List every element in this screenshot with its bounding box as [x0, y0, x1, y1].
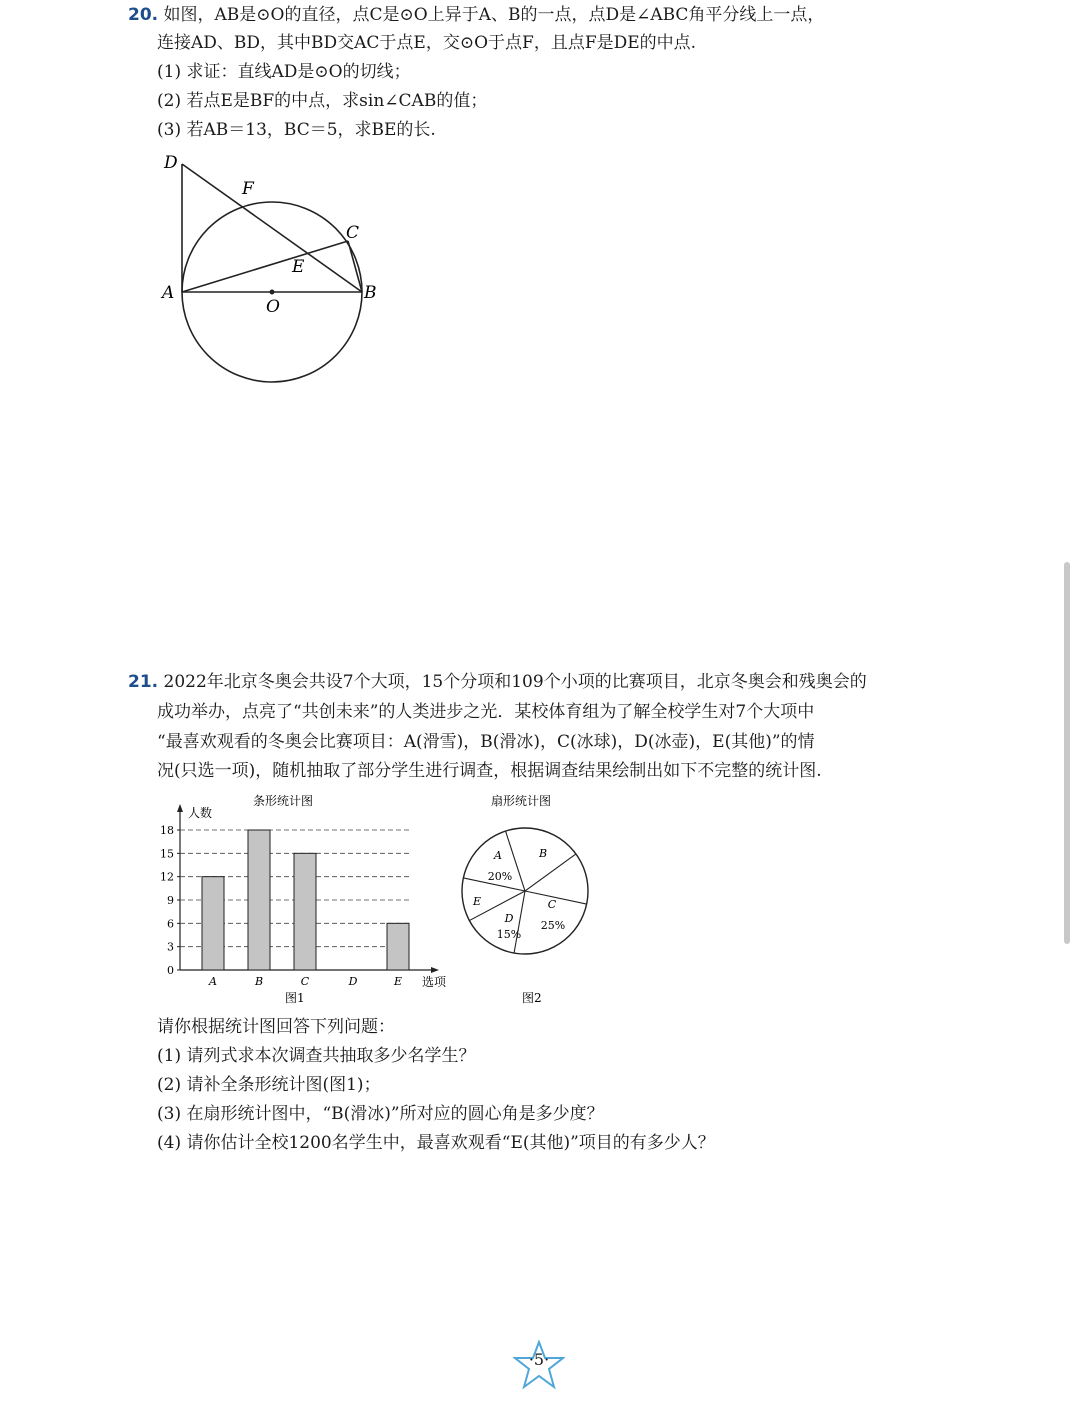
pie-slice-label-e: E — [472, 895, 482, 908]
pie-chart-title: 扇形统计图 — [491, 794, 552, 808]
bar-chart-xlabel: 选项 — [422, 975, 447, 989]
pie-chart — [455, 788, 605, 1013]
q21-stem-line4: 况(只选一项)，随机抽取了部分学生进行调查，根据调查结果绘制出如下不完整的统计图. — [157, 761, 822, 781]
label-a: A — [162, 283, 175, 303]
bar-chart-x-tick-label: B — [254, 975, 264, 988]
q21-number: 21. — [128, 672, 159, 692]
bar-chart-x-arrow — [431, 967, 439, 973]
q21-line1 — [128, 671, 867, 693]
pie-slice-label-a: A — [494, 849, 502, 862]
bar-chart-x-tick-label: D — [348, 975, 358, 988]
q20-stem-line2: 连接AD、BD，其中BD交AC于点E，交⊙O于点F，且点F是DE的中点. — [157, 33, 697, 53]
bar-chart-y-tick-label: 6 — [167, 917, 174, 931]
pie-chart-caption: 图2 — [522, 991, 542, 1005]
bar-chart-y-tick-label: 9 — [167, 894, 174, 907]
label-c: C — [346, 223, 360, 243]
bar-chart-x-tick-label: A — [209, 975, 217, 988]
pie-slice-label-b: B — [538, 847, 548, 860]
bar-chart-y-tick-label: 15 — [160, 847, 174, 861]
q20-part2: (2) 若点E是BF的中点，求sin∠CAB的值； — [157, 91, 488, 111]
segment-ac — [182, 241, 348, 292]
bar-e — [387, 923, 409, 970]
label-d: D — [164, 153, 178, 173]
label-b: B — [364, 283, 377, 303]
bar-chart-ylabel: 人数 — [188, 806, 213, 820]
page-number: ·5· — [528, 1350, 550, 1369]
q21-part4: (4) 请你估计全校1200名学生中，最喜欢观看“E(其他)”项目的有多少人？ — [157, 1133, 715, 1153]
q21-part1: (1) 请列式求本次调查共抽取多少名学生？ — [157, 1046, 476, 1066]
q20-number: 20. — [128, 5, 159, 25]
q21-part2: (2) 请补全条形统计图(图1)； — [157, 1075, 381, 1095]
q20-line1 — [128, 4, 824, 26]
bar-chart-y-tick-label: 12 — [160, 870, 174, 884]
bar-a — [202, 877, 224, 970]
label-e: E — [292, 257, 305, 277]
pie-slice-percent-d: 15% — [496, 928, 522, 941]
bar-chart — [150, 788, 460, 1013]
q21-stem-line1: 2022年北京冬奥会共设7个大项，15个分项和109个小项的比赛项目，北京冬奥会和残奥会的 — [163, 672, 867, 692]
q21-stem-line2: 成功举办，点亮了“共创未来”的人类进步之光．某校体育组为了解全校学生对7个大项中 — [157, 702, 815, 722]
label-f: F — [242, 179, 254, 199]
bar-c — [294, 853, 316, 970]
bar-chart-caption: 图1 — [285, 991, 305, 1005]
label-o: O — [266, 297, 280, 317]
scrollbar-thumb[interactable] — [1064, 562, 1070, 944]
pie-slice-percent-c: 25% — [540, 919, 566, 932]
q20-geometry-figure — [150, 148, 400, 398]
bar-b — [248, 830, 270, 970]
bar-chart-y-tick-label: 0 — [167, 964, 174, 977]
pie-slice-percent-a: 20% — [487, 870, 513, 883]
q21-part3: (3) 在扇形统计图中，“B(滑冰)”所对应的圆心角是多少度？ — [157, 1104, 604, 1124]
bar-chart-y-tick-label: 3 — [167, 940, 174, 954]
q20-part3: (3) 若AB＝13，BC＝5，求BE的长. — [157, 120, 436, 140]
q20-part1: (1) 求证：直线AD是⊙O的切线； — [157, 62, 411, 82]
bar-chart-x-tick-label: E — [393, 975, 403, 988]
center-dot — [270, 290, 275, 295]
bar-chart-y-arrow — [177, 804, 183, 812]
pie-slice-label-c: C — [547, 898, 557, 911]
q21-stem-line3: “最喜欢观看的冬奥会比赛项目：A(滑雪)，B(滑冰)，C(冰球)，D(冰壶)，E(其他)”的情 — [157, 732, 815, 752]
bar-chart-x-tick-label: C — [300, 975, 310, 988]
bar-chart-y-tick-label: 18 — [160, 824, 174, 837]
bar-chart-title: 条形统计图 — [253, 794, 314, 808]
pie-slice-label-d: D — [504, 912, 514, 925]
q21-prompt: 请你根据统计图回答下列问题： — [157, 1017, 395, 1037]
q20-stem-line1: 如图，AB是⊙O的直径，点C是⊙O上异于A、B的一点，点D是∠ABC角平分线上一点， — [163, 5, 825, 25]
